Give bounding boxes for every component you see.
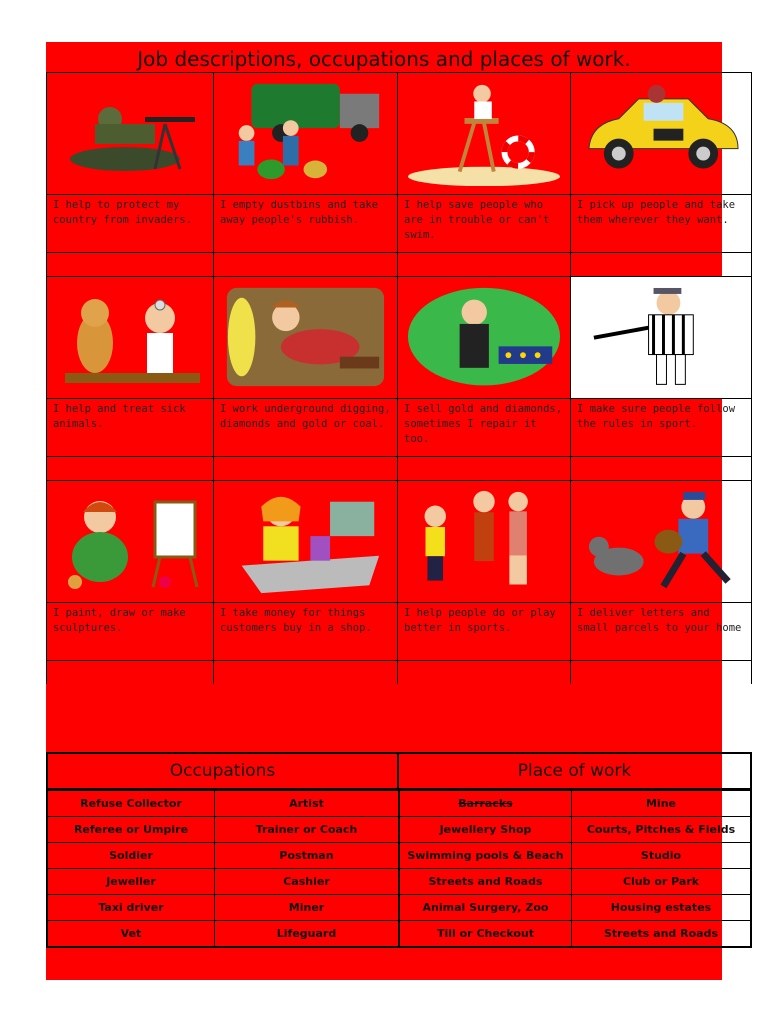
- table-cell: Refuse Collector: [80, 797, 182, 810]
- table-cell: Taxi driver: [98, 901, 164, 914]
- referee-icon: [579, 283, 743, 392]
- job-description: I make sure people follow the rules in sport.: [577, 403, 736, 430]
- artist-icon: [55, 487, 205, 597]
- table-cell: Housing estates: [571, 895, 750, 920]
- miner-icon: [222, 283, 389, 391]
- jeweller-icon: [406, 283, 562, 390]
- table-cell: Trainer or Coach: [214, 817, 399, 842]
- job-description: I work underground digging, diamonds and gold or coal.: [220, 403, 391, 430]
- postman-icon: [579, 487, 743, 596]
- vet-icon: [55, 283, 205, 393]
- table-row: [48, 868, 750, 894]
- coach-icon: [406, 487, 562, 594]
- job-description: I sell gold and diamonds, sometimes I repair it too.: [404, 403, 563, 445]
- table-cell: Streets and Roads: [571, 921, 750, 946]
- table-row: [48, 842, 750, 868]
- soldier-icon: [55, 79, 205, 189]
- table-cell: Artist: [214, 791, 399, 816]
- table-cell: Lifeguard: [214, 921, 399, 946]
- job-description: I help to protect my country from invaders.: [53, 199, 193, 226]
- table-row: [48, 790, 750, 816]
- table-cell: Jeweller: [106, 875, 156, 888]
- job-description: I paint, draw or make sculptures.: [53, 607, 186, 634]
- job-description: I help and treat sick animals.: [53, 403, 186, 430]
- table-cell: Soldier: [109, 849, 153, 862]
- table-cell: Mine: [571, 791, 750, 816]
- refuse-collector-icon: [222, 79, 389, 187]
- lifeguard-icon: [406, 79, 562, 186]
- job-description: I help people do or play better in sports.: [404, 607, 556, 634]
- table-cell: Till or Checkout: [399, 921, 571, 946]
- table-row: [48, 816, 750, 842]
- table-cell: Club or Park: [571, 869, 750, 894]
- job-description: I empty dustbins and take away people's rubbish.: [220, 199, 379, 226]
- table-cell: Studio: [571, 843, 750, 868]
- table-row: [48, 894, 750, 920]
- job-description: I pick up people and take them wherever they want.: [577, 199, 736, 226]
- job-description: I help save people who are in trouble or can't swim.: [404, 199, 550, 241]
- job-cards-grid: [46, 72, 752, 684]
- place-of-work-header: Place of work: [517, 761, 632, 781]
- occupations-header: Occupations: [48, 754, 399, 788]
- table-cell: Postman: [214, 843, 399, 868]
- table-cell: Vet: [120, 927, 142, 940]
- table-cell: Swimming pools & Beach: [399, 843, 571, 868]
- occupations-places-table: [46, 752, 752, 948]
- table-cell: Barracks: [399, 791, 571, 816]
- table-cell: Cashier: [214, 869, 399, 894]
- table-cell: Courts, Pitches & Fields: [571, 817, 750, 842]
- table-cell: Referee or Umpire: [73, 823, 189, 836]
- taxi-icon: [579, 79, 743, 188]
- table-row: [48, 920, 750, 946]
- table-cell: Animal Surgery, Zoo: [399, 895, 571, 920]
- table-cell: Miner: [214, 895, 399, 920]
- cashier-icon: [222, 487, 389, 595]
- job-description: I take money for things customers buy in a shop.: [220, 607, 372, 634]
- table-cell: Streets and Roads: [399, 869, 571, 894]
- table-cell: Jewellery Shop: [399, 817, 571, 842]
- page-title: Job descriptions, occupations and places of work.: [137, 47, 631, 71]
- job-description: I deliver letters and small parcels to your home: [577, 607, 742, 634]
